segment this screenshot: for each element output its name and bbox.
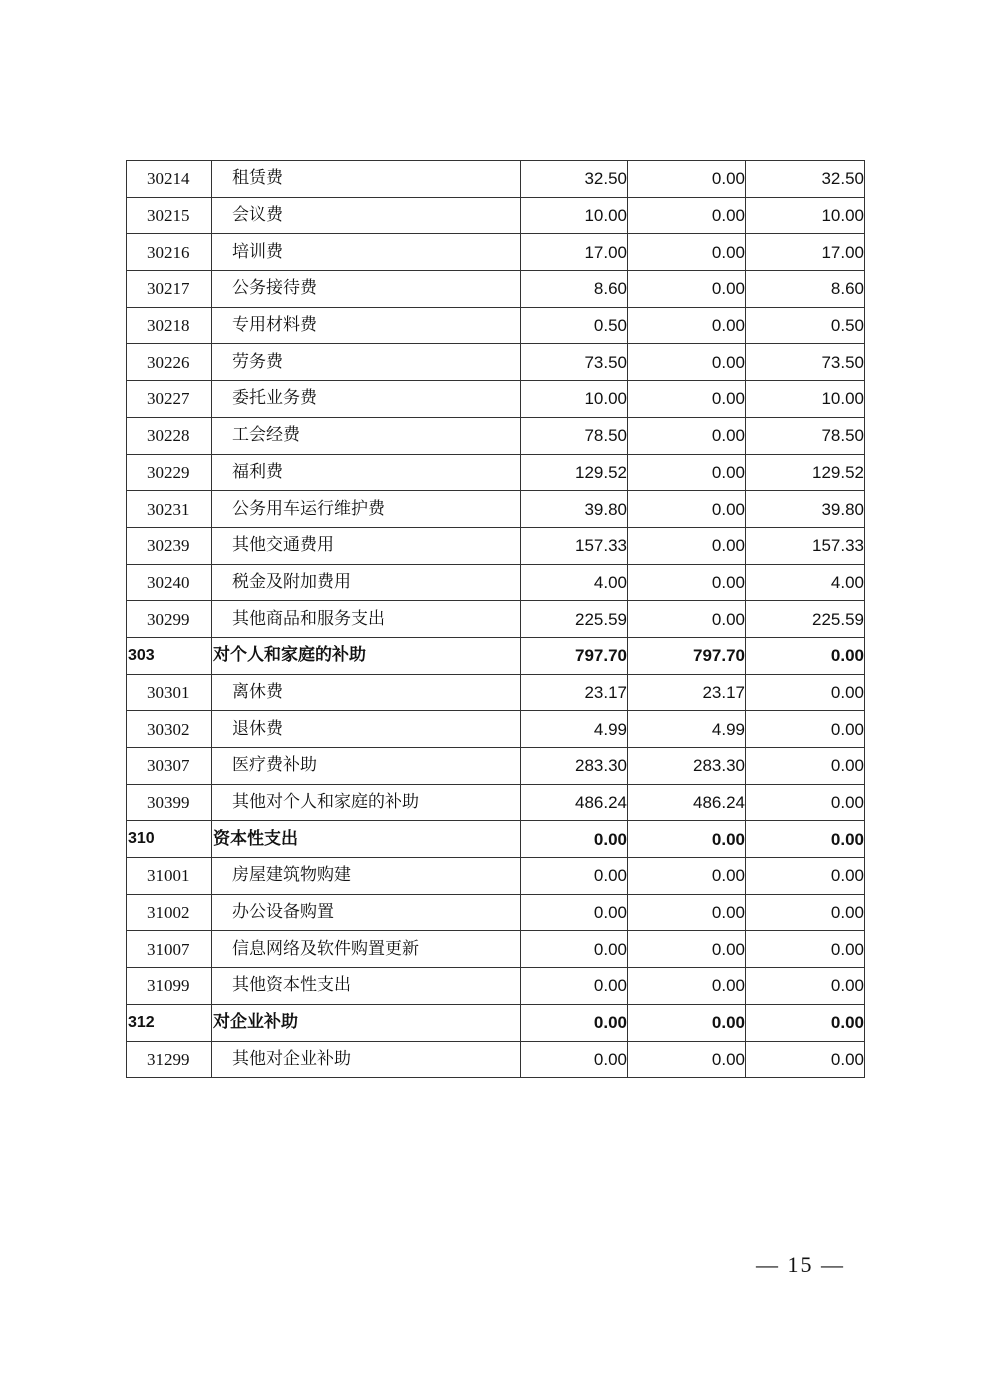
item-name-cell: 租赁费 [212, 161, 521, 198]
project-expense-cell: 0.00 [746, 968, 865, 1005]
project-expense-cell: 0.00 [746, 784, 865, 821]
project-expense-cell: 32.50 [746, 161, 865, 198]
item-name-cell: 房屋建筑物购建 [212, 858, 521, 895]
economic-code-cell: 30216 [127, 234, 212, 271]
item-name-cell: 对企业补助 [212, 1004, 521, 1041]
basic-expense-cell: 23.17 [628, 674, 746, 711]
economic-code-cell: 30231 [127, 491, 212, 528]
economic-code-cell: 31007 [127, 931, 212, 968]
project-expense-cell: 10.00 [746, 197, 865, 234]
total-amount-cell: 0.00 [521, 858, 628, 895]
table-row [127, 271, 865, 308]
total-amount-cell: 0.00 [521, 968, 628, 1005]
economic-code-cell: 30299 [127, 601, 212, 638]
item-name-cell: 信息网络及软件购置更新 [212, 931, 521, 968]
basic-expense-cell: 0.00 [628, 197, 746, 234]
total-amount-cell: 797.70 [521, 637, 628, 674]
economic-code-cell: 30229 [127, 454, 212, 491]
table-row [127, 748, 865, 785]
table-row [127, 564, 865, 601]
economic-code-cell: 30215 [127, 197, 212, 234]
total-amount-cell: 129.52 [521, 454, 628, 491]
economic-code-cell: 30239 [127, 527, 212, 564]
project-expense-cell: 129.52 [746, 454, 865, 491]
total-amount-cell: 32.50 [521, 161, 628, 198]
basic-expense-cell: 0.00 [628, 454, 746, 491]
table-row [127, 527, 865, 564]
item-name-cell: 医疗费补助 [212, 748, 521, 785]
table-row [127, 894, 865, 931]
basic-expense-cell: 486.24 [628, 784, 746, 821]
basic-expense-cell: 0.00 [628, 491, 746, 528]
total-amount-cell: 283.30 [521, 748, 628, 785]
total-amount-cell: 39.80 [521, 491, 628, 528]
table-row [127, 417, 865, 454]
basic-expense-cell: 0.00 [628, 894, 746, 931]
project-expense-cell: 0.00 [746, 637, 865, 674]
total-amount-cell: 4.00 [521, 564, 628, 601]
item-name-cell: 其他对个人和家庭的补助 [212, 784, 521, 821]
project-expense-cell: 0.50 [746, 307, 865, 344]
table-row [127, 1041, 865, 1078]
basic-expense-cell: 283.30 [628, 748, 746, 785]
total-amount-cell: 0.00 [521, 1004, 628, 1041]
item-name-cell: 其他资本性支出 [212, 968, 521, 1005]
item-name-cell: 公务接待费 [212, 271, 521, 308]
economic-code-cell: 303 [127, 637, 212, 674]
economic-code-cell: 30218 [127, 307, 212, 344]
project-expense-cell: 0.00 [746, 748, 865, 785]
item-name-cell: 工会经费 [212, 417, 521, 454]
basic-expense-cell: 4.99 [628, 711, 746, 748]
basic-expense-cell: 0.00 [628, 527, 746, 564]
item-name-cell: 其他交通费用 [212, 527, 521, 564]
project-expense-cell: 17.00 [746, 234, 865, 271]
total-amount-cell: 17.00 [521, 234, 628, 271]
table-row [127, 784, 865, 821]
budget-expense-table [126, 160, 865, 1078]
economic-code-cell: 30226 [127, 344, 212, 381]
subtotal-row [127, 1004, 865, 1041]
table-row [127, 197, 865, 234]
total-amount-cell: 8.60 [521, 271, 628, 308]
basic-expense-cell: 0.00 [628, 858, 746, 895]
basic-expense-cell: 0.00 [628, 344, 746, 381]
basic-expense-cell: 0.00 [628, 381, 746, 418]
economic-code-cell: 30307 [127, 748, 212, 785]
project-expense-cell: 4.00 [746, 564, 865, 601]
item-name-cell: 退休费 [212, 711, 521, 748]
item-name-cell: 委托业务费 [212, 381, 521, 418]
item-name-cell: 对个人和家庭的补助 [212, 637, 521, 674]
total-amount-cell: 0.00 [521, 1041, 628, 1078]
table-row [127, 454, 865, 491]
project-expense-cell: 10.00 [746, 381, 865, 418]
item-name-cell: 公务用车运行维护费 [212, 491, 521, 528]
economic-code-cell: 30228 [127, 417, 212, 454]
project-expense-cell: 0.00 [746, 674, 865, 711]
table-row [127, 344, 865, 381]
total-amount-cell: 486.24 [521, 784, 628, 821]
project-expense-cell: 0.00 [746, 894, 865, 931]
economic-code-cell: 31099 [127, 968, 212, 1005]
total-amount-cell: 0.50 [521, 307, 628, 344]
item-name-cell: 离休费 [212, 674, 521, 711]
item-name-cell: 办公设备购置 [212, 894, 521, 931]
table-row [127, 674, 865, 711]
table-row [127, 491, 865, 528]
total-amount-cell: 73.50 [521, 344, 628, 381]
total-amount-cell: 10.00 [521, 381, 628, 418]
economic-code-cell: 30240 [127, 564, 212, 601]
table-row [127, 234, 865, 271]
economic-code-cell: 30399 [127, 784, 212, 821]
economic-code-cell: 30302 [127, 711, 212, 748]
total-amount-cell: 0.00 [521, 894, 628, 931]
total-amount-cell: 0.00 [521, 931, 628, 968]
basic-expense-cell: 0.00 [628, 968, 746, 1005]
basic-expense-cell: 0.00 [628, 1041, 746, 1078]
table-row [127, 381, 865, 418]
economic-code-cell: 30227 [127, 381, 212, 418]
table-row [127, 601, 865, 638]
project-expense-cell: 39.80 [746, 491, 865, 528]
economic-code-cell: 31001 [127, 858, 212, 895]
table-row [127, 161, 865, 198]
basic-expense-cell: 797.70 [628, 637, 746, 674]
economic-code-cell: 30217 [127, 271, 212, 308]
basic-expense-cell: 0.00 [628, 821, 746, 858]
table-body [127, 161, 865, 1078]
project-expense-cell: 73.50 [746, 344, 865, 381]
total-amount-cell: 23.17 [521, 674, 628, 711]
basic-expense-cell: 0.00 [628, 417, 746, 454]
total-amount-cell: 10.00 [521, 197, 628, 234]
table-row [127, 858, 865, 895]
project-expense-cell: 0.00 [746, 1041, 865, 1078]
economic-code-cell: 30214 [127, 161, 212, 198]
page-number: — 15 — [756, 1252, 845, 1277]
economic-code-cell: 30301 [127, 674, 212, 711]
economic-code-cell: 31002 [127, 894, 212, 931]
item-name-cell: 其他对企业补助 [212, 1041, 521, 1078]
subtotal-row [127, 821, 865, 858]
table-row [127, 968, 865, 1005]
item-name-cell: 资本性支出 [212, 821, 521, 858]
economic-code-cell: 312 [127, 1004, 212, 1041]
project-expense-cell: 0.00 [746, 1004, 865, 1041]
economic-code-cell: 31299 [127, 1041, 212, 1078]
basic-expense-cell: 0.00 [628, 1004, 746, 1041]
project-expense-cell: 0.00 [746, 711, 865, 748]
item-name-cell: 税金及附加费用 [212, 564, 521, 601]
basic-expense-cell: 0.00 [628, 931, 746, 968]
project-expense-cell: 225.59 [746, 601, 865, 638]
economic-code-cell: 310 [127, 821, 212, 858]
item-name-cell: 专用材料费 [212, 307, 521, 344]
total-amount-cell: 78.50 [521, 417, 628, 454]
project-expense-cell: 0.00 [746, 821, 865, 858]
basic-expense-cell: 0.00 [628, 161, 746, 198]
total-amount-cell: 225.59 [521, 601, 628, 638]
project-expense-cell: 157.33 [746, 527, 865, 564]
basic-expense-cell: 0.00 [628, 307, 746, 344]
project-expense-cell: 0.00 [746, 858, 865, 895]
item-name-cell: 福利费 [212, 454, 521, 491]
basic-expense-cell: 0.00 [628, 271, 746, 308]
table-row [127, 711, 865, 748]
project-expense-cell: 78.50 [746, 417, 865, 454]
project-expense-cell: 0.00 [746, 931, 865, 968]
table-row [127, 931, 865, 968]
item-name-cell: 培训费 [212, 234, 521, 271]
item-name-cell: 其他商品和服务支出 [212, 601, 521, 638]
item-name-cell: 劳务费 [212, 344, 521, 381]
total-amount-cell: 157.33 [521, 527, 628, 564]
basic-expense-cell: 0.00 [628, 234, 746, 271]
subtotal-row [127, 637, 865, 674]
table-row [127, 307, 865, 344]
project-expense-cell: 8.60 [746, 271, 865, 308]
basic-expense-cell: 0.00 [628, 564, 746, 601]
total-amount-cell: 0.00 [521, 821, 628, 858]
item-name-cell: 会议费 [212, 197, 521, 234]
total-amount-cell: 4.99 [521, 711, 628, 748]
basic-expense-cell: 0.00 [628, 601, 746, 638]
